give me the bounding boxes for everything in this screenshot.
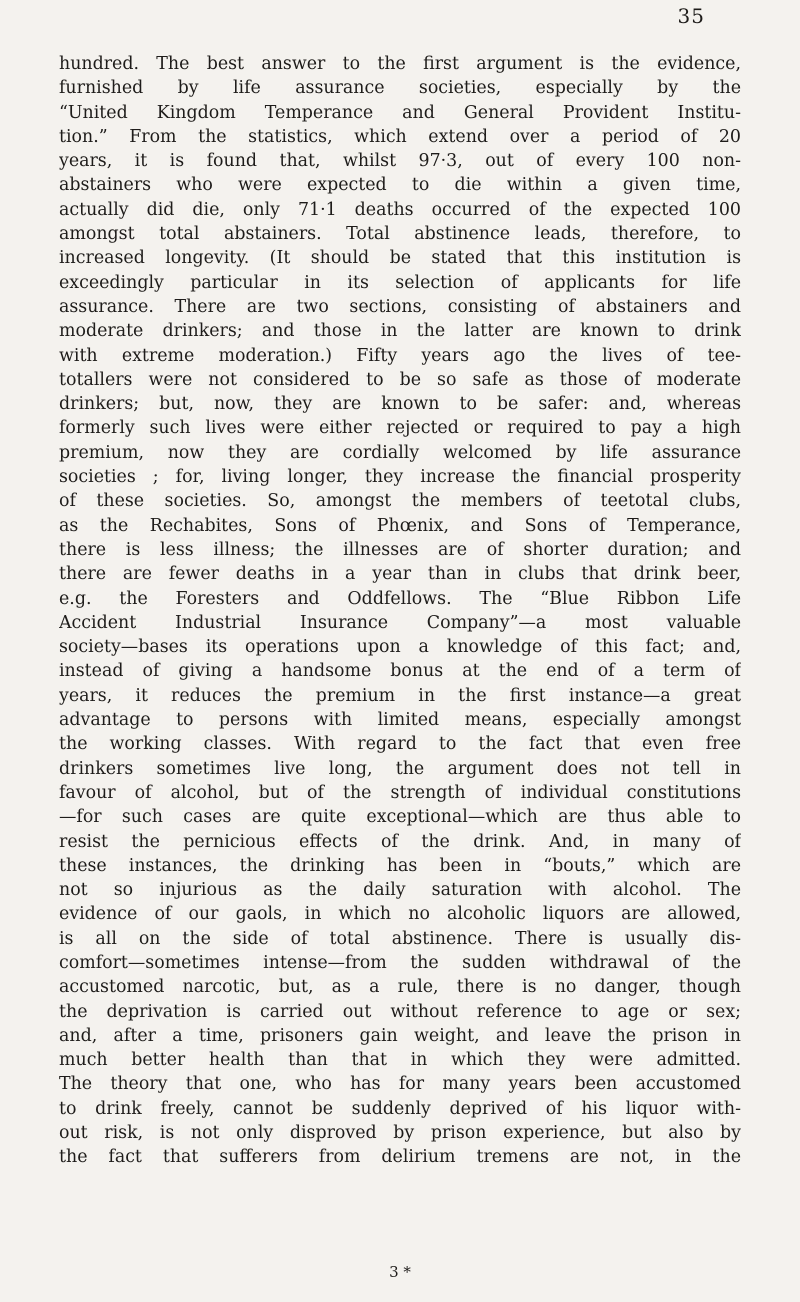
text-line: —for such cases are quite exceptional—which are thus able to: [59, 807, 741, 828]
text-line: the working classes. With regard to the fact that even free: [59, 734, 741, 755]
text-line: there is less illness; the illnesses are of shorter duration; and: [59, 539, 741, 560]
text-line: amongst total abstainers. Total abstinence leads, therefore, to: [59, 224, 741, 245]
text-line: “United Kingdom Temperance and General Provident Institu-: [59, 102, 741, 123]
text-line: moderate drinkers; and those in the latter are known to drink: [59, 321, 741, 342]
text-line: drinkers; but, now, they are known to be safer: and, whereas: [59, 394, 741, 415]
text-line: the fact that sufferers from delirium tremens are not, in the: [59, 1147, 741, 1168]
text-line: societies ; for, living longer, they increase the financial prosperity: [59, 467, 741, 488]
text-line: evidence of our gaols, in which no alcoholic liquors are allowed,: [59, 904, 741, 925]
text-line: is all on the side of total abstinence. There is usually dis-: [59, 928, 741, 949]
text-line: advantage to persons with limited means, especially amongst: [59, 710, 741, 731]
text-line: e.g. the Foresters and Oddfellows. The “Blue Ribbon Life: [59, 588, 741, 609]
text-line: there are fewer deaths in a year than in clubs that drink beer,: [59, 564, 741, 585]
text-line: furnished by life assurance societies, especially by the: [59, 78, 741, 99]
text-line: abstainers who were expected to die within a given time,: [59, 175, 741, 196]
text-line: assurance. There are two sections, consisting of abstainers and: [59, 296, 741, 317]
text-line: formerly such lives were either rejected or required to pay a high: [59, 418, 741, 439]
text-line: premium, now they are cordially welcomed by life assurance: [59, 442, 741, 463]
signature-mark: 3 *: [389, 1263, 411, 1281]
text-line: society—bases its operations upon a knowledge of this fact; and,: [59, 637, 741, 658]
text-line: Accident Industrial Insurance Company”—a most valuable: [59, 612, 741, 633]
text-line: actually did die, only 71·1 deaths occurred of the expected 100: [59, 199, 741, 220]
text-line: these instances, the drinking has been in “bouts,” which are: [59, 855, 741, 876]
text-line: and, after a time, prisoners gain weight, and leave the prison in: [59, 1025, 741, 1046]
text-line: instead of giving a handsome bonus at the end of a term of: [59, 661, 741, 682]
text-line: The theory that one, who has for many years been accustomed: [59, 1074, 741, 1095]
text-line: drinkers sometimes live long, the argument does not tell in: [59, 758, 741, 779]
text-line: exceedingly particular in its selection of applicants for life: [59, 272, 741, 293]
text-line: hundred. The best answer to the first argument is the evidence,: [59, 54, 741, 74]
text-line: totallers were not considered to be so safe as those of moderate: [59, 369, 741, 390]
text-line: much better health than that in which they were admitted.: [59, 1050, 741, 1071]
text-line: not so injurious as the daily saturation with alcohol. The: [59, 880, 741, 901]
text-line: increased longevity. (It should be stated that this institution is: [59, 248, 741, 269]
text-line: as the Rechabites, Sons of Phœnix, and Sons of Temperance,: [59, 515, 741, 536]
text-line: of these societies. So, amongst the members of teetotal clubs,: [59, 491, 741, 512]
page-number: 35: [677, 4, 705, 28]
text-line: to drink freely, cannot be suddenly deprived of his liquor with-: [59, 1098, 741, 1119]
text-line: comfort—sometimes intense—from the sudden withdrawal of the: [59, 952, 741, 973]
text-line: out risk, is not only disproved by prison experience, but also by: [59, 1123, 741, 1144]
text-line: years, it reduces the premium in the first instance—a great: [59, 685, 741, 706]
text-line: favour of alcohol, but of the strength of individual constitutions: [59, 782, 741, 803]
text-line: with extreme moderation.) Fifty years ago the lives of tee-: [59, 345, 741, 366]
text-line: tion.” From the statistics, which extend over a period of 20: [59, 126, 741, 147]
text-line: resist the pernicious effects of the drink. And, in many of: [59, 831, 741, 852]
text-line: accustomed narcotic, but, as a rule, there is no danger, though: [59, 977, 741, 998]
body-text: [0, 52, 800, 1170]
text-line: the deprivation is carried out without reference to age or sex;: [59, 1001, 741, 1022]
text-line: years, it is found that, whilst 97·3, out of every 100 non-: [59, 151, 741, 172]
